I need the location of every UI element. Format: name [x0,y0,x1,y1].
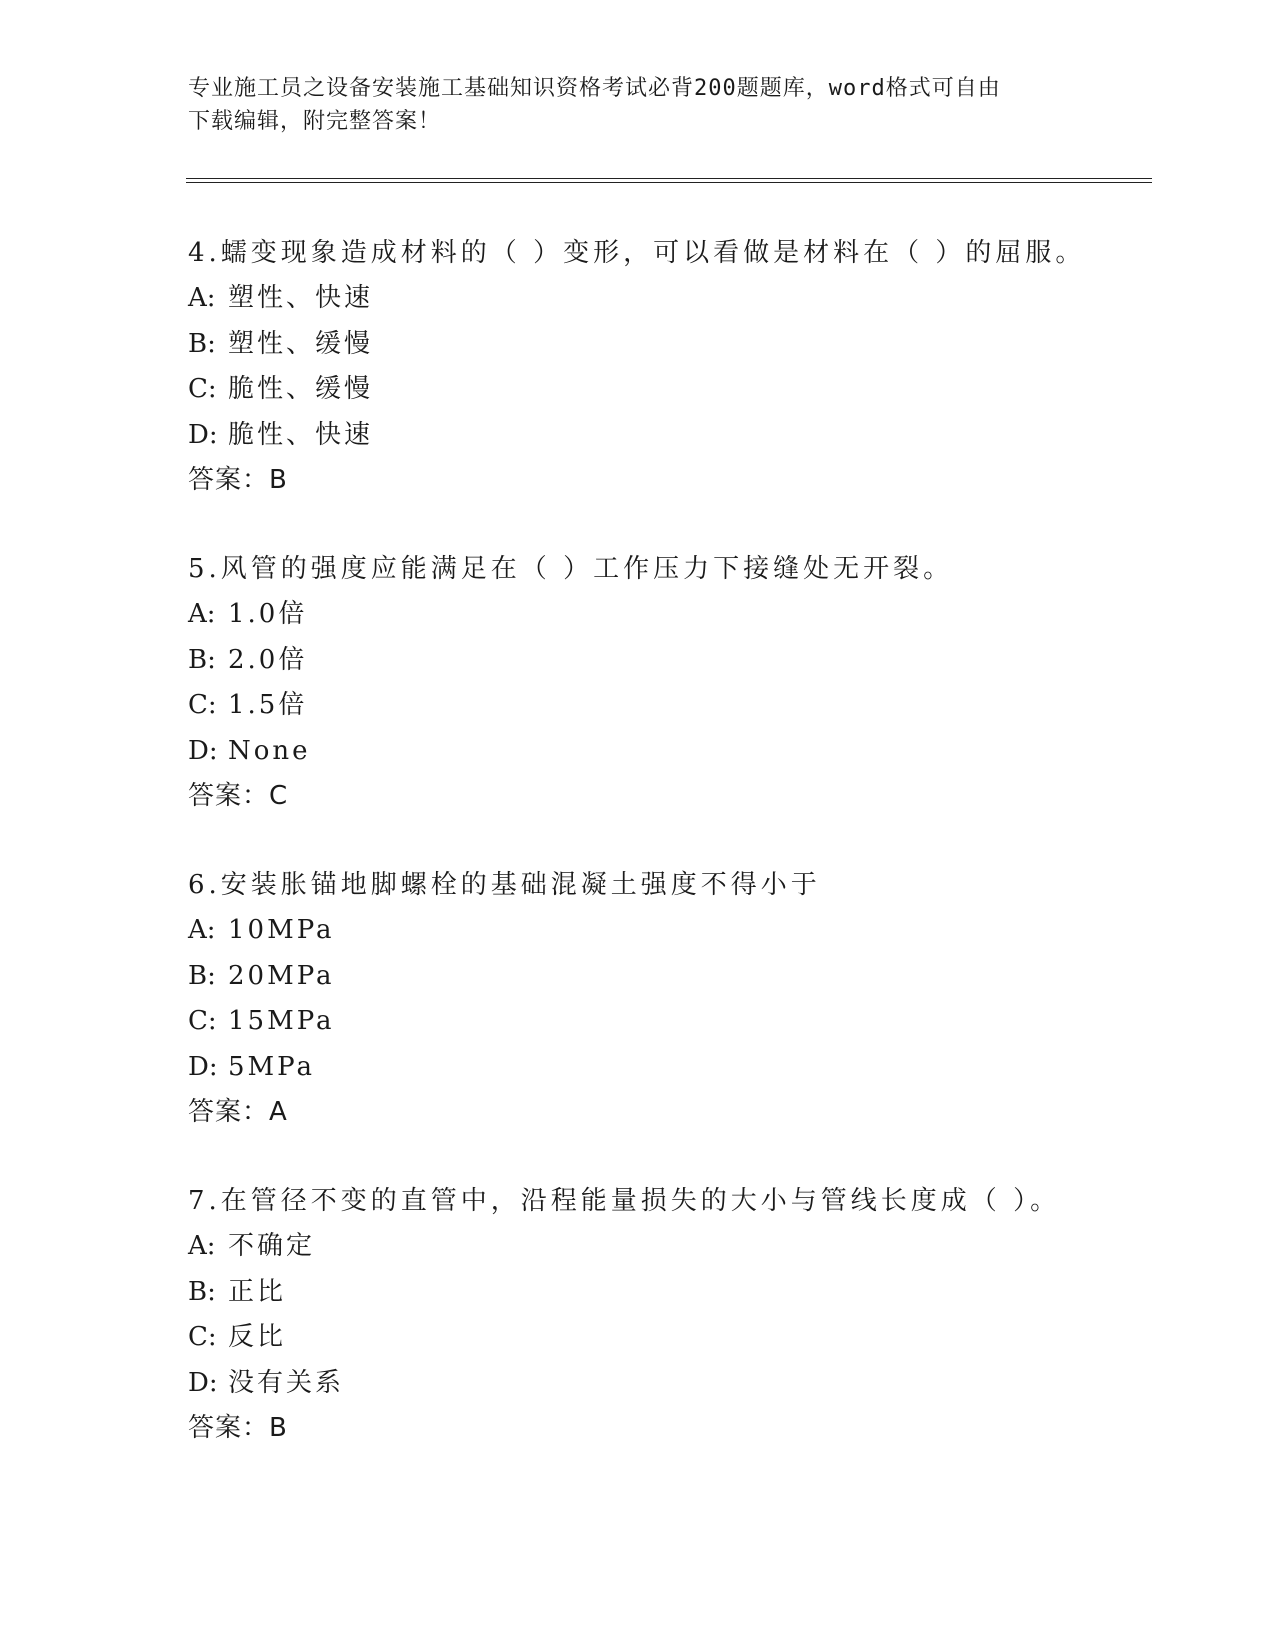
option-text: 脆性、快速 [228,419,374,450]
option-text: 5MPa [228,1051,315,1082]
question-4 [188,230,1148,504]
option-letter: D: [188,419,218,450]
option-d [188,413,1148,459]
answer-line: 答案：B [188,1413,288,1443]
question-6 [188,862,1148,1136]
option-a [188,592,1148,638]
option-letter: C: [188,1006,217,1036]
option-text: 反比 [228,1322,287,1352]
option-text: 正比 [228,1276,287,1307]
option-b [188,954,1148,1000]
option-c [188,367,1148,413]
option-d [188,1045,1148,1091]
option-letter: C: [188,374,217,404]
option-text: 塑性、缓慢 [228,328,374,359]
option-letter: B: [188,960,216,991]
option-letter: A: [188,599,216,629]
answer-line: 答案：C [188,781,289,811]
option-text: 1.0倍 [228,599,308,629]
option-text: 塑性、快速 [228,283,374,313]
question-7 [188,1178,1148,1452]
header-divider [186,178,1152,183]
option-letter: D: [188,1051,218,1082]
option-letter: D: [188,1367,218,1398]
header-line-1: 专业施工员之设备安装施工基础知识资格考试必背200题题库，word格式可自由 [188,76,1001,101]
document-header [188,72,1068,138]
option-c [188,1315,1148,1361]
option-d [188,729,1148,775]
option-text: 1.5倍 [228,690,308,720]
option-c [188,683,1148,729]
option-b [188,638,1148,684]
option-text: 15MPa [228,1006,335,1036]
option-c [188,999,1148,1045]
option-text: 没有关系 [228,1367,345,1398]
option-text: 2.0倍 [228,644,308,675]
option-letter: C: [188,1322,217,1352]
option-letter: B: [188,644,216,675]
answer-line: 答案：B [188,465,288,495]
question-text: 6.安装胀锚地脚螺栓的基础混凝土强度不得小于 [188,870,821,900]
question-text: 4.蠕变现象造成材料的（ ）变形，可以看做是材料在（ ）的屈服。 [188,238,1086,268]
option-a [188,908,1148,954]
option-letter: A: [188,915,216,945]
option-text: 20MPa [228,960,335,991]
option-a [188,276,1148,322]
option-text: None [228,735,311,766]
option-letter: B: [188,328,216,359]
question-5 [188,546,1148,820]
question-text: 7.在管径不变的直管中，沿程能量损失的大小与管线长度成（ ）。 [188,1186,1061,1216]
option-d [188,1361,1148,1407]
option-letter: A: [188,283,216,313]
option-text: 脆性、缓慢 [228,374,374,404]
header-line-2: 下载编辑，附完整答案！ [188,109,442,134]
option-b [188,322,1148,368]
option-letter: A: [188,1231,216,1261]
option-text: 不确定 [228,1231,316,1261]
option-letter: B: [188,1276,216,1307]
option-letter: C: [188,690,217,720]
answer-line: 答案：A [188,1097,288,1127]
option-b [188,1270,1148,1316]
question-text: 5.风管的强度应能满足在（ ）工作压力下接缝处无开裂。 [188,554,954,584]
option-text: 10MPa [228,915,335,945]
option-a [188,1224,1148,1270]
option-letter: D: [188,735,218,766]
